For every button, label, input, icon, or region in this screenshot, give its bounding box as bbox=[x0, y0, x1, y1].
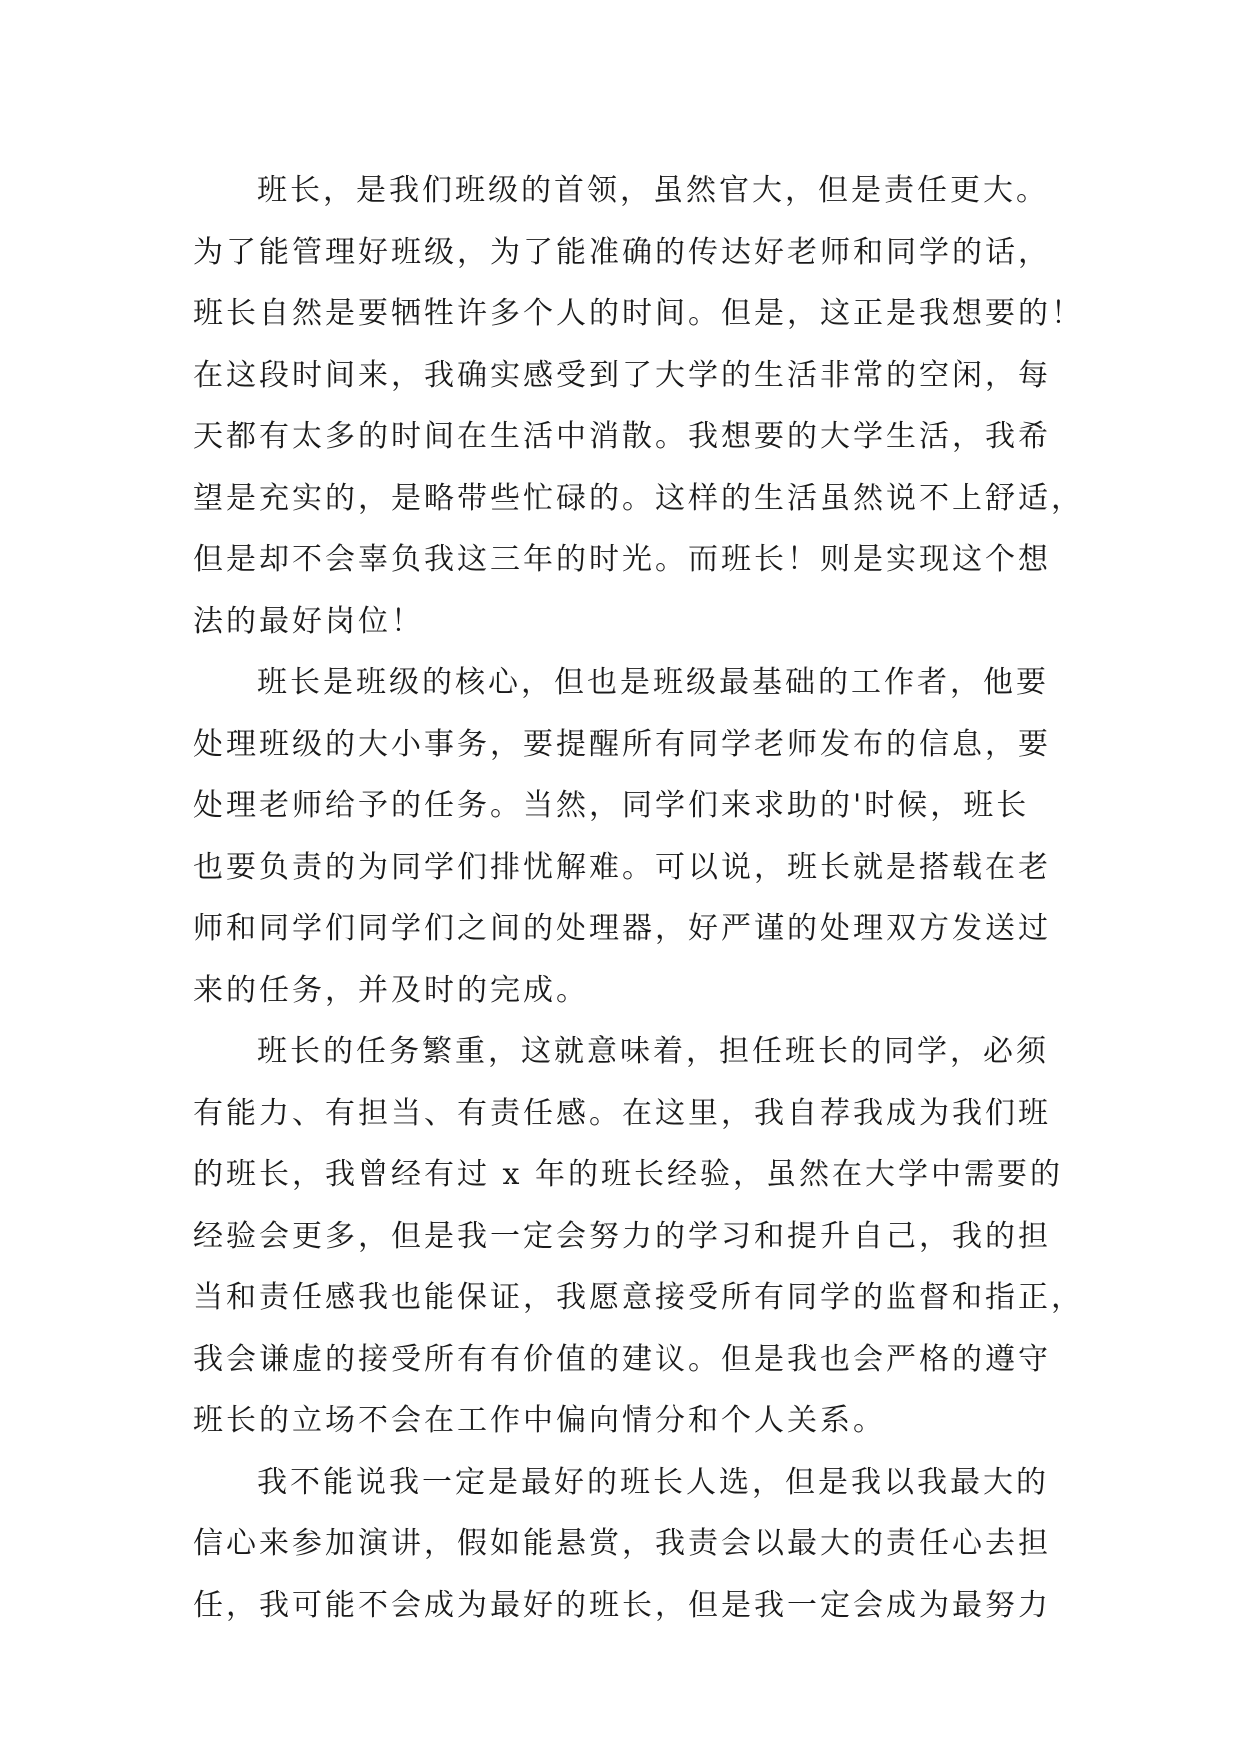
paragraph-2-line-3: 处理老师给予的任务。当然，同学们来求助的'时候，班长 bbox=[193, 788, 1030, 823]
paragraph-4-line-3: 任，我可能不会成为最好的班长，但是我一定会成为最努力 bbox=[193, 1587, 1051, 1623]
paragraph-2-line-6: 来的任务，并及时的完成。 bbox=[193, 972, 589, 1008]
paragraph-3-line-3: 的班长，我曾经有过 x 年的班长经验，虽然在大学中需要的 bbox=[193, 1157, 1063, 1192]
paragraph-2-line-5: 师和同学们同学们之间的处理器，好严谨的处理双方发送过 bbox=[193, 911, 1051, 946]
paragraph-3-line-4: 经验会更多，但是我一定会努力的学习和提升自己，我的担 bbox=[193, 1218, 1051, 1254]
paragraph-1-line-7: 但是却不会辜负我这三年的时光。而班长！则是实现这个想 bbox=[193, 542, 1051, 577]
document-body bbox=[193, 160, 1084, 1636]
paragraph-1-line-3: 班长自然是要牺牲许多个人的时间。但是，这正是我想要的！ bbox=[193, 296, 1084, 331]
paragraph-1-line-1: 班长，是我们班级的首领，虽然官大，但是责任更大。 bbox=[257, 173, 1049, 208]
paragraph-4-line-2: 信心来参加演讲，假如能悬赏，我责会以最大的责任心去担 bbox=[193, 1526, 1051, 1561]
paragraph-1-line-5: 天都有太多的时间在生活中消散。我想要的大学生活，我希 bbox=[193, 419, 1051, 454]
paragraph-3-line-7: 班长的立场不会在工作中偏向情分和个人关系。 bbox=[193, 1403, 886, 1438]
paragraph-3-line-5: 当和责任感我也能保证，我愿意接受所有同学的监督和指正， bbox=[193, 1280, 1084, 1315]
paragraph-1-line-8: 法的最好岗位！ bbox=[193, 603, 424, 639]
paragraph-2-line-4: 也要负责的为同学们排忧解难。可以说，班长就是搭载在老 bbox=[193, 849, 1051, 885]
paragraph-3-line-6: 我会谦虚的接受所有有价值的建议。但是我也会严格的遵守 bbox=[193, 1341, 1051, 1377]
paragraph-2-line-2: 处理班级的大小事务，要提醒所有同学老师发布的信息，要 bbox=[193, 726, 1051, 762]
paragraph-2-line-1: 班长是班级的核心，但也是班级最基础的工作者，他要 bbox=[257, 665, 1049, 700]
paragraph-3-line-1: 班长的任务繁重，这就意味着，担任班长的同学，必须 bbox=[257, 1034, 1049, 1069]
paragraph-1-line-4: 在这段时间来，我确实感受到了大学的生活非常的空闲，每 bbox=[193, 357, 1051, 393]
paragraph-1-line-2: 为了能管理好班级，为了能准确的传达好老师和同学的话， bbox=[193, 234, 1051, 270]
paragraph-4-line-1: 我不能说我一定是最好的班长人选，但是我以我最大的 bbox=[257, 1464, 1049, 1500]
paragraph-1-line-6: 望是充实的，是略带些忙碌的。这样的生活虽然说不上舒适， bbox=[193, 480, 1084, 516]
paragraph-3-line-2: 有能力、有担当、有责任感。在这里，我自荐我成为我们班 bbox=[193, 1095, 1051, 1131]
